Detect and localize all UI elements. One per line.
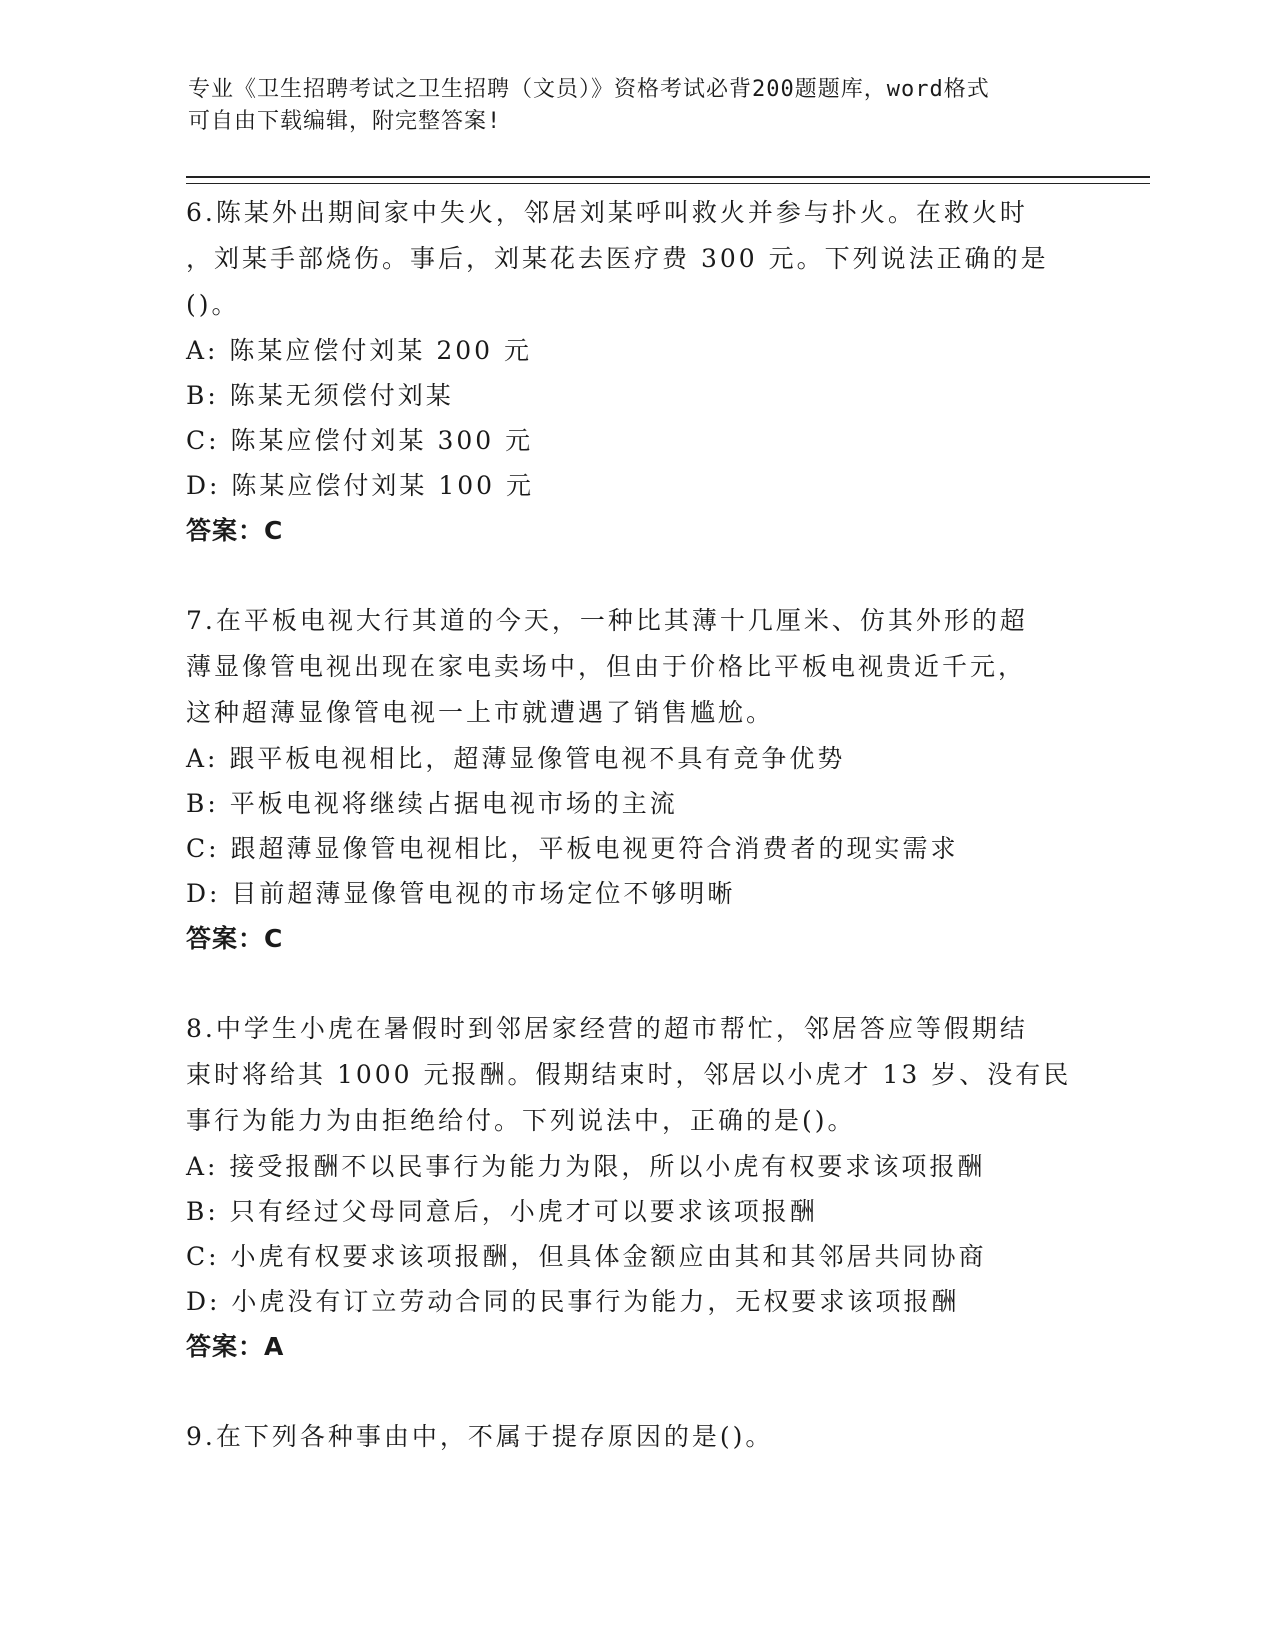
option-d: D: 小虎没有订立劳动合同的民事行为能力，无权要求该项报酬: [186, 1287, 960, 1316]
option-a: A: 陈某应偿付刘某 200 元: [186, 336, 533, 365]
option-a: A: 跟平板电视相比，超薄显像管电视不具有竞争优势: [186, 744, 846, 773]
question-text-line: 8.中学生小虎在暑假时到邻居家经营的超市帮忙，邻居答应等假期结: [186, 1014, 1028, 1043]
question-spacer: [186, 962, 1086, 1006]
answer-label: 答案：A: [186, 1332, 285, 1361]
header-rule-thin: [186, 183, 1150, 184]
option-d: D: 目前超薄显像管电视的市场定位不够明晰: [186, 879, 736, 908]
question-7: [186, 598, 1086, 962]
question-6: [186, 190, 1086, 554]
question-text-line: 6.陈某外出期间家中失火，邻居刘某呼叫救火并参与扑火。在救火时: [186, 198, 1028, 227]
question-list: [186, 190, 1086, 1460]
option-b: B: 陈某无须偿付刘某: [186, 381, 454, 410]
option-d: D: 陈某应偿付刘某 100 元: [186, 471, 535, 500]
document-header: [188, 74, 1088, 138]
question-text-line: 7.在平板电视大行其道的今天，一种比其薄十几厘米、仿其外形的超: [186, 606, 1028, 635]
question-text-line: ()。: [186, 290, 240, 319]
question-text-line: 9.在下列各种事由中，不属于提存原因的是()。: [186, 1422, 774, 1451]
question-spacer: [186, 1370, 1086, 1414]
option-c: C: 跟超薄显像管电视相比，平板电视更符合消费者的现实需求: [186, 834, 959, 863]
question-text-line: 束时将给其 1000 元报酬。假期结束时，邻居以小虎才 13 岁、没有民: [186, 1060, 1072, 1089]
option-c: C: 陈某应偿付刘某 300 元: [186, 426, 534, 455]
question-text-line: 这种超薄显像管电视一上市就遭遇了销售尴尬。: [186, 698, 775, 727]
question-text-line: 事行为能力为由拒绝给付。下列说法中，正确的是()。: [186, 1106, 856, 1135]
option-b: B: 只有经过父母同意后，小虎才可以要求该项报酬: [186, 1197, 818, 1226]
answer-label: 答案：C: [186, 924, 284, 953]
option-b: B: 平板电视将继续占据电视市场的主流: [186, 789, 678, 818]
question-9: [186, 1414, 1086, 1460]
option-c: C: 小虎有权要求该项报酬，但具体金额应由其和其邻居共同协商: [186, 1242, 987, 1271]
header-line-1: 专业《卫生招聘考试之卫生招聘（文员）》资格考试必背200题题库，word格式: [188, 77, 990, 102]
question-8: [186, 1006, 1086, 1370]
question-text-line: ，刘某手部烧伤。事后，刘某花去医疗费 300 元。下列说法正确的是: [186, 244, 1049, 273]
header-rule-thick: [186, 176, 1150, 178]
question-spacer: [186, 554, 1086, 598]
header-line-2: 可自由下载编辑，附完整答案!: [188, 109, 502, 134]
question-text-line: 薄显像管电视出现在家电卖场中，但由于价格比平板电视贵近千元，: [186, 652, 1027, 681]
answer-label: 答案：C: [186, 516, 284, 545]
option-a: A: 接受报酬不以民事行为能力为限，所以小虎有权要求该项报酬: [186, 1152, 986, 1181]
